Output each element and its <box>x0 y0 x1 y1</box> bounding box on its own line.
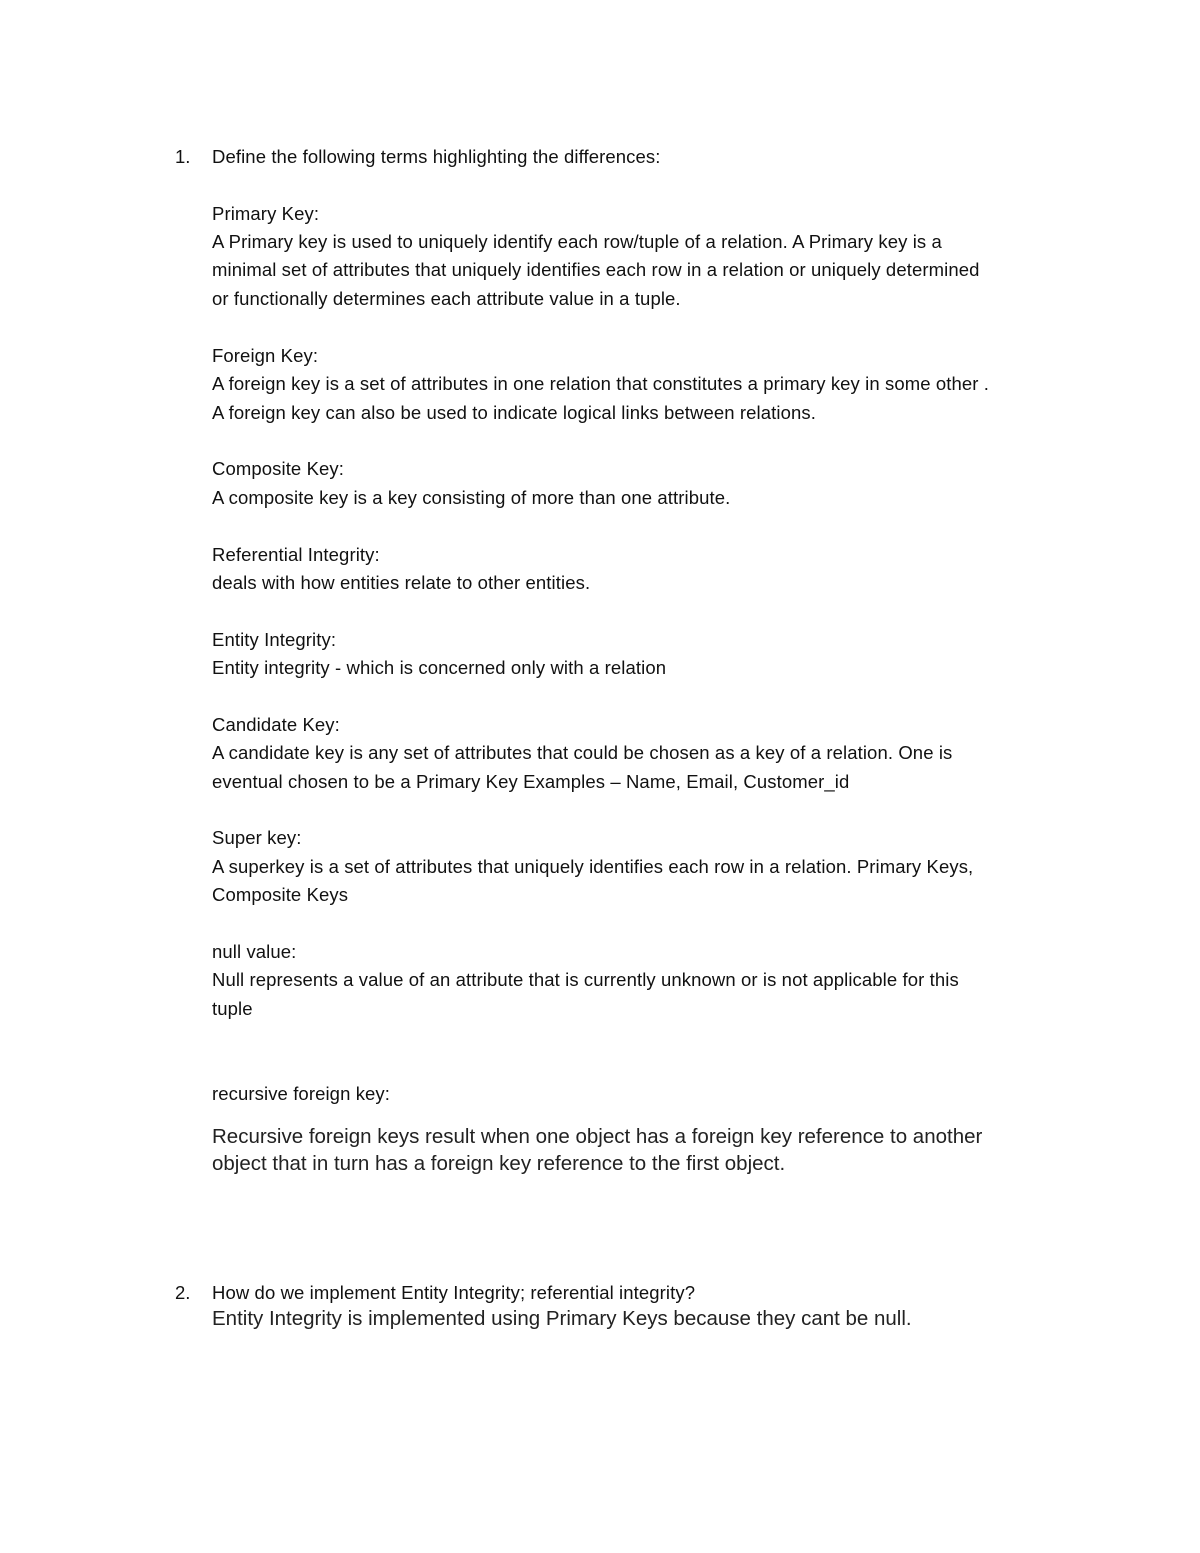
term-label-recursive-foreign-key: recursive foreign key: <box>212 1083 391 1104</box>
term-label-composite-key: Composite Key: <box>212 458 344 479</box>
term-definition-line: Null represents a value of an attribute that is currently unknown or is not applicable for this <box>212 969 959 990</box>
term-definition-line: A candidate key is any set of attributes that could be chosen as a key of a relation. One is <box>212 742 953 763</box>
term-definition-line: eventual chosen to be a Primary Key Examples – Name, Email, Customer_id <box>212 771 850 792</box>
term-label-primary-key: Primary Key: <box>212 203 320 224</box>
term-definition-line: Entity integrity - which is concerned only with a relation <box>212 657 667 678</box>
term-label-entity-integrity: Entity Integrity: <box>212 629 337 650</box>
term-label-super-key: Super key: <box>212 827 302 848</box>
term-definition-line: A Primary key is used to uniquely identify each row/tuple of a relation. A Primary key is a <box>212 231 942 252</box>
term-label-null-value: null value: <box>212 941 297 962</box>
term-definition-line: A superkey is a set of attributes that uniquely identifies each row in a relation. Primary Keys, <box>212 856 974 877</box>
term-definition-line: deals with how entities relate to other entities. <box>212 572 591 593</box>
term-label-foreign-key: Foreign Key: <box>212 345 319 366</box>
term-definition-line: A foreign key can also be used to indicate logical links between relations. <box>212 402 816 423</box>
question-1-prompt: Define the following terms highlighting the differences: <box>212 146 661 167</box>
term-definition-line: Recursive foreign keys result when one object has a foreign key reference to another <box>212 1125 983 1148</box>
question-2-answer: Entity Integrity is implemented using Primary Keys because they cant be null. <box>212 1307 912 1330</box>
term-definition-line: Composite Keys <box>212 884 349 905</box>
question-2-prompt: How do we implement Entity Integrity; referential integrity? <box>212 1282 696 1303</box>
term-definition-line: A foreign key is a set of attributes in one relation that constitutes a primary key in some other . <box>212 373 990 394</box>
term-definition-line: object that in turn has a foreign key reference to the first object. <box>212 1152 786 1175</box>
question-2-number: 2. <box>175 1282 191 1303</box>
term-definition-line: tuple <box>212 998 253 1019</box>
question-1-number: 1. <box>175 146 191 167</box>
term-label-referential-integrity: Referential Integrity: <box>212 544 380 565</box>
term-label-candidate-key: Candidate Key: <box>212 714 340 735</box>
term-definition-line: minimal set of attributes that uniquely identifies each row in a relation or uniquely determined <box>212 259 980 280</box>
term-definition-line: A composite key is a key consisting of more than one attribute. <box>212 487 731 508</box>
term-definition-line: or functionally determines each attribute value in a tuple. <box>212 288 681 309</box>
